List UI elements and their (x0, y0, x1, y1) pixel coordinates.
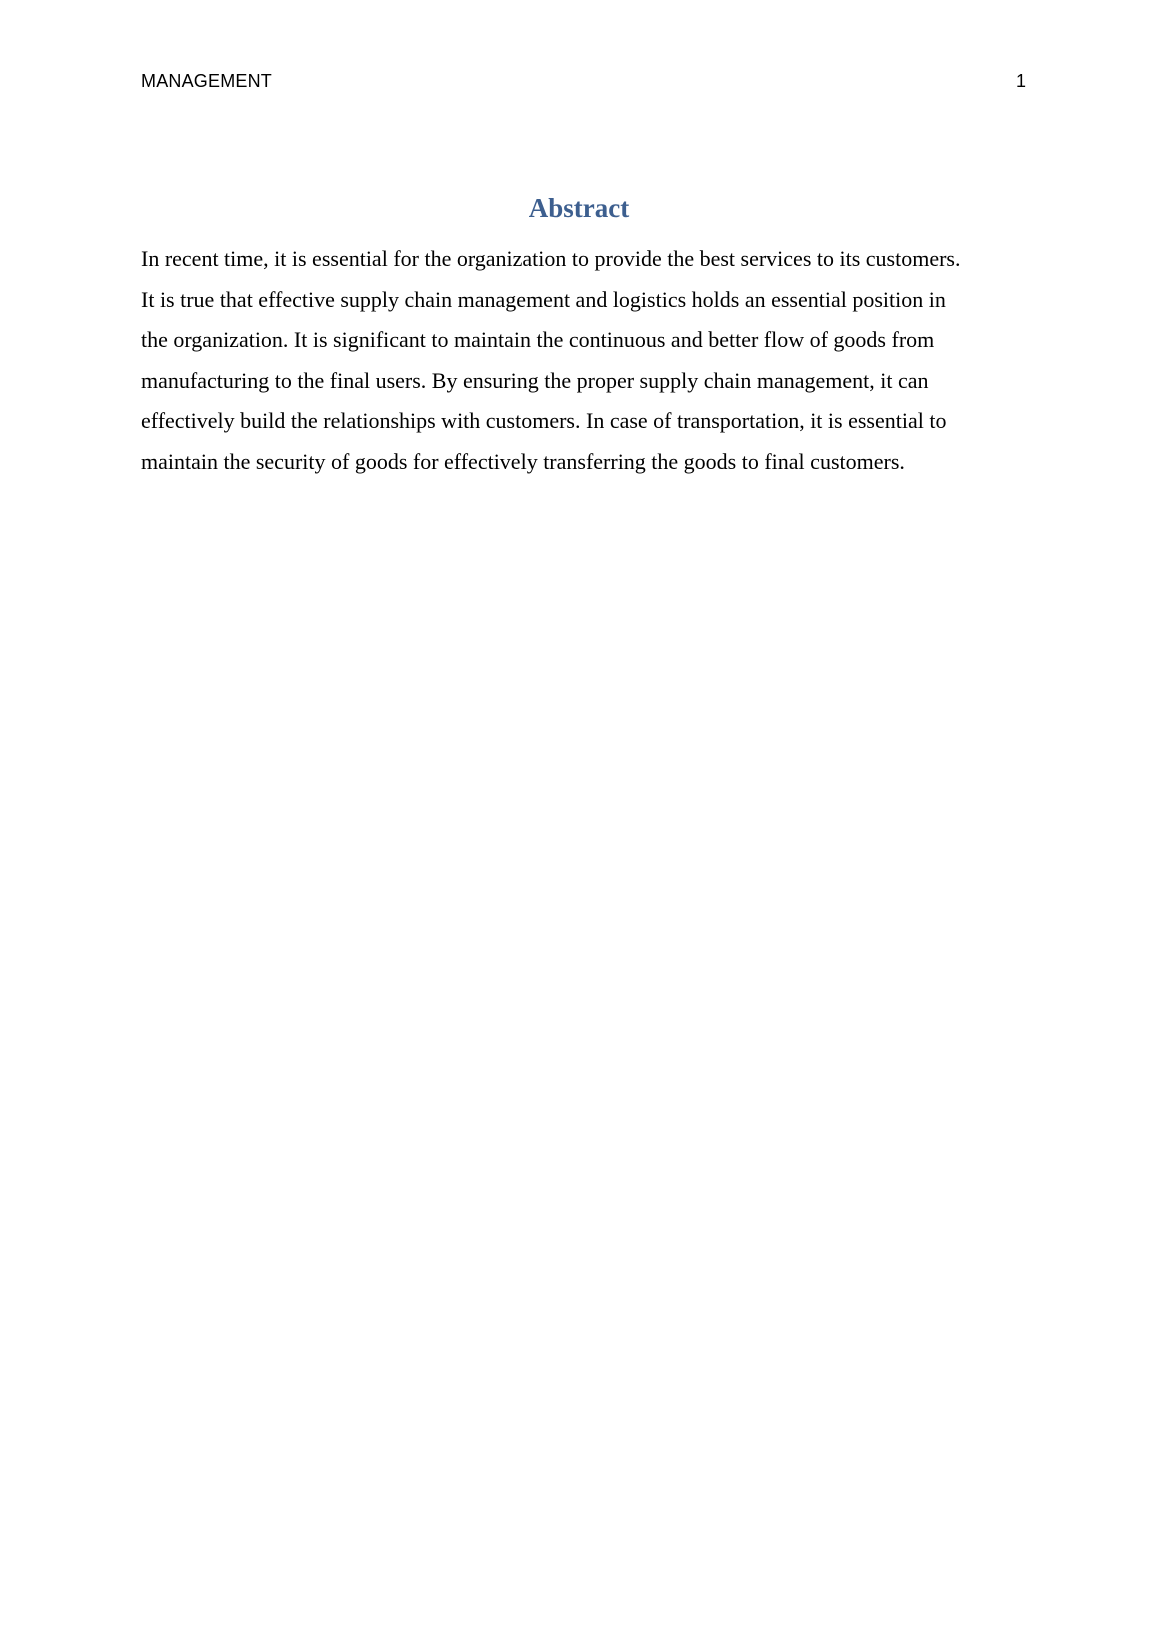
abstract-line: the organization. It is significant to maintain the continuous and better flow of goods from (141, 327, 935, 352)
abstract-line: It is true that effective supply chain management and logistics holds an essential position in (141, 286, 946, 312)
abstract-line: In recent time, it is essential for the organization to provide the best services to its customers. (141, 246, 961, 271)
abstract-line: effectively build the relationships with customers. In case of transportation, it is essential to (141, 408, 947, 433)
abstract-line: manufacturing to the final users. By ensuring the proper supply chain management, it can (141, 367, 929, 393)
abstract-heading: Abstract (528, 193, 630, 223)
running-head: MANAGEMENT (141, 71, 273, 91)
page-number: 1 (1015, 71, 1026, 91)
abstract-line: maintain the security of goods for effectively transferring the goods to final customers. (141, 448, 905, 474)
abstract-paragraph (141, 239, 1025, 482)
